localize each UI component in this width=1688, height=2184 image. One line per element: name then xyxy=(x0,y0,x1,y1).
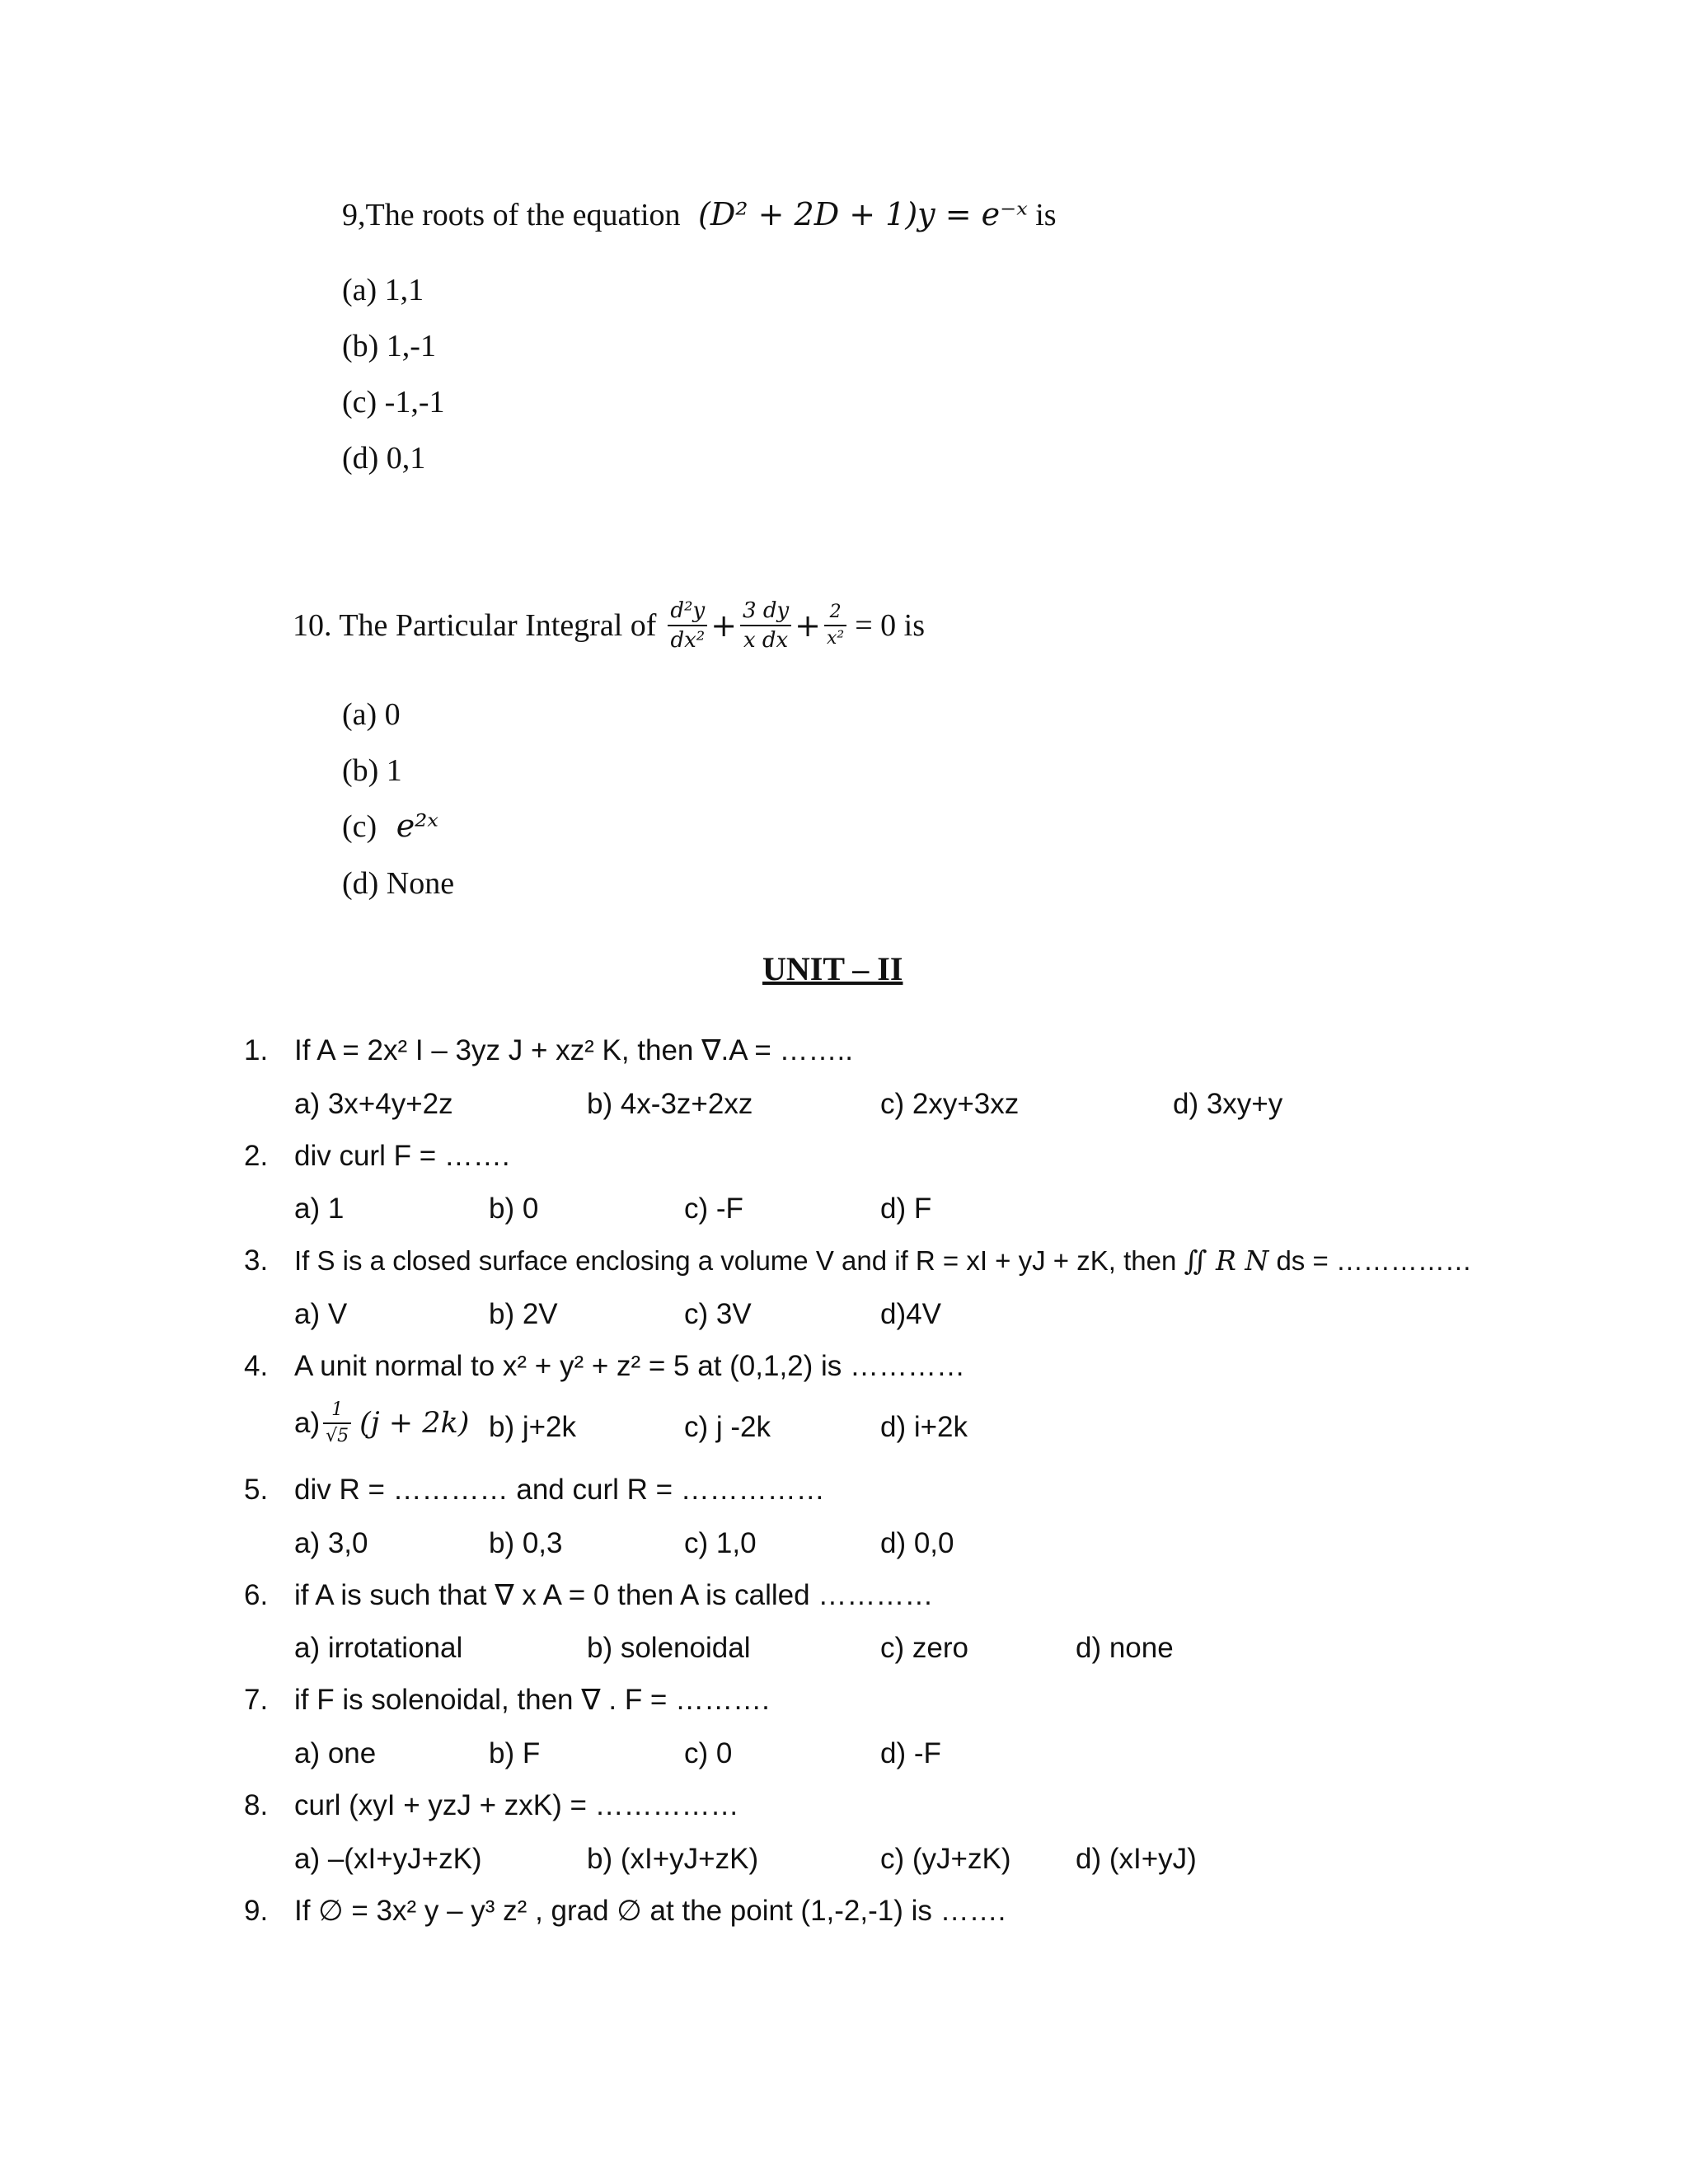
unit2-q4-text: A unit normal to x² + y² + z² = 5 at (0,1,2) is ………… xyxy=(294,1350,966,1382)
question-10-option-a: (a) 0 xyxy=(342,697,401,732)
question-9-option-b: (b) 1,-1 xyxy=(342,329,436,363)
unit2-q3-option-d: d)4V xyxy=(880,1298,941,1330)
unit2-q6-option-d: d) none xyxy=(1076,1632,1174,1664)
unit2-q3-option-c: c) 3V xyxy=(684,1298,752,1330)
option-c-label: (c) xyxy=(342,809,377,844)
question-9-option-d: (d) 0,1 xyxy=(342,441,426,476)
unit2-q3-number: 3. xyxy=(244,1244,269,1277)
unit2-q5-text: div R = ………… and curl R = …………… xyxy=(294,1474,825,1506)
unit2-q6-option-a: a) irrotational xyxy=(294,1632,463,1664)
question-9-option-a: (a) 1,1 xyxy=(342,273,424,307)
unit2-q5-option-b: b) 0,3 xyxy=(489,1527,563,1559)
unit2-q8-text: curl (xyI + yzJ + zxK) = …………… xyxy=(294,1789,739,1821)
plus-sign: + xyxy=(795,607,822,644)
unit2-q6-option-b: b) solenoidal xyxy=(587,1632,751,1664)
unit2-q7-number: 7. xyxy=(244,1684,269,1716)
unit2-q5-option-c: c) 1,0 xyxy=(684,1527,757,1559)
unit2-q9-text: If ∅ = 3x² y – y³ z² , grad ∅ at the point (1,-2,-1) is ……. xyxy=(294,1895,1006,1927)
unit2-q4-number: 4. xyxy=(244,1350,269,1382)
unit2-q7-option-b: b) F xyxy=(489,1737,541,1769)
fraction-1-root5: $\frac{1}{√5}$ xyxy=(323,1401,351,1446)
unit2-q1-option-c: c) 2xy+3xz xyxy=(880,1088,1020,1120)
unit2-q4-option-b: b) j+2k xyxy=(489,1411,577,1443)
unit2-q2-option-c: c) -F xyxy=(684,1193,743,1225)
unit2-q8-number: 8. xyxy=(244,1789,269,1821)
surface-integral-expression: ∬ R N xyxy=(1184,1244,1269,1277)
unit2-q9-number: 9. xyxy=(244,1895,269,1927)
unit2-q1-number: 1. xyxy=(244,1034,269,1066)
fraction-3dy-xdx: $\frac{3 dy}{\text{x dx}}$ xyxy=(740,600,791,651)
unit2-q7-text: if F is solenoidal, then ∇ . F = ………. xyxy=(294,1684,770,1716)
question-10-lead: 10. The Particular Integral of xyxy=(293,608,657,643)
unit2-q2-option-d: d) F xyxy=(880,1193,932,1225)
unit-title: UNIT – II xyxy=(762,950,903,987)
question-9-equation: (D² + 2D + 1)y = e⁻ˣ xyxy=(698,196,1028,232)
unit2-q2-number: 2. xyxy=(244,1140,269,1172)
unit2-q4-option-a xyxy=(294,1401,469,1446)
unit2-q8-option-b: b) (xI+yJ+zK) xyxy=(587,1843,759,1875)
unit2-q5-option-a: a) 3,0 xyxy=(294,1527,368,1559)
unit2-q2-option-b: b) 0 xyxy=(489,1193,539,1225)
unit2-q8-option-a: a) –(xI+yJ+zK) xyxy=(294,1843,482,1875)
unit2-q6-option-c: c) zero xyxy=(880,1632,968,1664)
unit2-q8-option-c: c) (yJ+zK) xyxy=(880,1843,1011,1875)
unit2-q3-text: If S is a closed surface enclosing a volume V and if R = xI + yJ + zK, then ∬ R N ds = …………… xyxy=(294,1244,1472,1277)
option-a-expression: (j + 2k) xyxy=(359,1407,470,1440)
unit2-q4-option-c: c) j -2k xyxy=(684,1411,771,1443)
unit2-q1-text: If A = 2x² I – 3yz J + xz² K, then ∇.A = …….. xyxy=(294,1034,854,1066)
question-10-option-d: (d) None xyxy=(342,866,455,901)
unit2-q5-option-d: d) 0,0 xyxy=(880,1527,954,1559)
unit2-q2-text: div curl F = ……. xyxy=(294,1140,510,1172)
question-9-lead: 9,The roots of the equation xyxy=(342,198,681,232)
unit2-q6-number: 6. xyxy=(244,1579,269,1611)
unit2-q7-option-d: d) -F xyxy=(880,1737,941,1769)
unit2-q7-option-c: c) 0 xyxy=(684,1737,733,1769)
plus-sign: + xyxy=(710,607,738,644)
option-c-expression: e²ˣ xyxy=(396,808,438,844)
question-9-option-c: (c) -1,-1 xyxy=(342,385,445,419)
fraction-d2y-dx2: $\frac{\text{d²y}}{\text{dx²}}$ xyxy=(668,600,707,651)
question-10-tail: = 0 is xyxy=(855,608,926,643)
unit2-q3-option-b: b) 2V xyxy=(489,1298,558,1330)
question-10-stem xyxy=(293,600,925,651)
question-9-tail: is xyxy=(1035,198,1057,232)
question-10-option-c xyxy=(342,808,438,845)
unit2-q3-option-a: a) V xyxy=(294,1298,348,1330)
unit2-q1-option-d: d) 3xy+y xyxy=(1173,1088,1283,1120)
unit2-q5-number: 5. xyxy=(244,1474,269,1506)
option-a-label: a) xyxy=(294,1407,321,1439)
question-9-stem xyxy=(342,196,1057,233)
unit2-q1-option-a: a) 3x+4y+2z xyxy=(294,1088,453,1120)
unit2-q1-option-b: b) 4x-3z+2xz xyxy=(587,1088,753,1120)
unit2-q8-option-d: d) (xI+yJ) xyxy=(1076,1843,1197,1875)
unit2-q2-option-a: a) 1 xyxy=(294,1193,345,1225)
unit2-q6-text: if A is such that ∇ x A = 0 then A is called ………… xyxy=(294,1579,934,1611)
fraction-2-x2: $\frac{2}{\text{x²}}$ xyxy=(824,603,846,648)
unit2-q4-option-d: d) i+2k xyxy=(880,1411,968,1443)
unit2-q7-option-a: a) one xyxy=(294,1737,377,1769)
question-10-option-b: (b) 1 xyxy=(342,753,402,788)
